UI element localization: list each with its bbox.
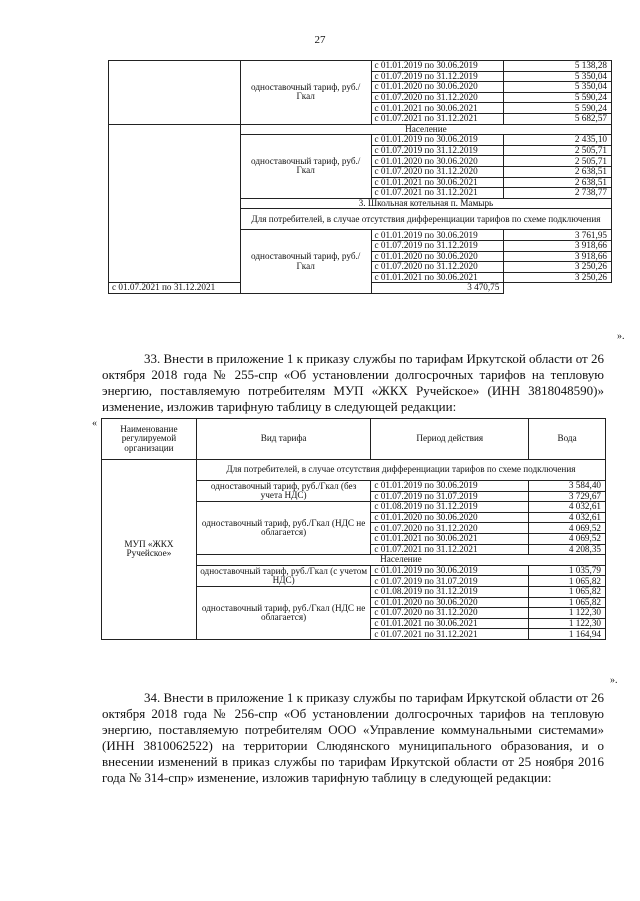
header-organization: Наименование регулируемой организации bbox=[102, 419, 197, 460]
value-cell: 3 584,40 bbox=[529, 481, 606, 492]
period-cell: с 01.01.2020 по 30.06.2020 bbox=[371, 82, 504, 93]
period-cell: с 01.07.2019 по 31.12.2019 bbox=[371, 145, 504, 156]
header-period: Период действия bbox=[371, 419, 529, 460]
tariff-table-continued bbox=[108, 60, 612, 294]
period-cell: с 01.01.2021 по 30.06.2021 bbox=[371, 103, 504, 114]
period-cell: с 01.07.2019 по 31.12.2019 bbox=[371, 71, 504, 82]
period-cell: с 01.07.2020 по 31.12.2020 bbox=[371, 262, 504, 273]
period-cell: с 01.01.2019 по 30.06.2019 bbox=[371, 135, 504, 146]
header-water: Вода bbox=[529, 419, 606, 460]
value-cell: 5 350,04 bbox=[504, 71, 612, 82]
period-cell: с 01.01.2020 по 30.06.2020 bbox=[371, 597, 529, 608]
value-cell: 2 505,71 bbox=[504, 156, 612, 167]
tariff-type-cell: одноставочный тариф, руб./Гкал (НДС не облагается) bbox=[196, 586, 371, 639]
value-cell: 3 918,66 bbox=[504, 240, 612, 251]
value-cell: 5 350,04 bbox=[504, 82, 612, 93]
period-cell: с 01.01.2021 по 30.06.2021 bbox=[371, 618, 529, 629]
section-no-differentiation: Для потребителей, в случае отсутствия дифференциации тарифов по схеме подключения bbox=[196, 460, 605, 481]
period-cell: с 01.01.2020 по 30.06.2020 bbox=[371, 251, 504, 262]
empty-cell bbox=[109, 124, 241, 283]
section-population: Население bbox=[240, 124, 611, 135]
paragraph-34: 34. Внести в приложение 1 к приказу службы по тарифам Иркутской области от 26 октября 2018 года № 256-спр «Об установлении долгосрочных тарифов на тепловую энергию, поставляемую потребителям ООО «Управление коммунальными системами» (ИНН 3810062522) на территории Слюдянского муниципального образования, и о внесении изменений в приказ службы по тарифам Иркутской области от 25 ноября 2016 года № 314-спр» изменение, изложив тарифную таблицу в следующей редакции: bbox=[102, 690, 604, 785]
section-row bbox=[102, 460, 606, 481]
value-cell: 2 638,51 bbox=[504, 177, 612, 188]
value-cell: 5 590,24 bbox=[504, 103, 612, 114]
paragraph-33: 33. Внести в приложение 1 к приказу службы по тарифам Иркутской области от 26 октября 2018 года № 255-спр «Об установлении долгосрочных тарифов на тепловую энергию, поставляемую потребителям МУП «ЖКХ Ручейское» (ИНН 3818048590)» изменение, изложив тарифную таблицу в следующей редакции: bbox=[102, 351, 604, 414]
tariff-type-cell: одноставочный тариф, руб./Гкал (без учета НДС) bbox=[196, 481, 371, 502]
value-cell: 4 032,61 bbox=[529, 512, 606, 523]
period-cell: с 01.07.2020 по 31.12.2020 bbox=[371, 92, 504, 103]
period-cell: с 01.01.2019 по 30.06.2019 bbox=[371, 61, 504, 72]
value-cell: 1 122,30 bbox=[529, 608, 606, 619]
section-row bbox=[109, 124, 612, 135]
tariff-type-cell: одноставочный тариф, руб./Гкал bbox=[240, 230, 371, 294]
value-cell: 1 035,79 bbox=[529, 565, 606, 576]
period-cell: с 01.08.2019 по 31.12.2019 bbox=[371, 586, 529, 597]
closing-quote-mark: ». bbox=[610, 675, 618, 686]
value-cell: 5 590,24 bbox=[504, 92, 612, 103]
period-cell: с 01.07.2019 по 31.12.2019 bbox=[371, 240, 504, 251]
period-cell: с 01.01.2021 по 30.06.2021 bbox=[371, 177, 504, 188]
section-school-boiler: 3. Школьная котельная п. Мамырь bbox=[240, 198, 611, 209]
value-cell: 4 208,35 bbox=[529, 544, 606, 555]
value-cell: 3 918,66 bbox=[504, 251, 612, 262]
period-cell: с 01.01.2019 по 30.06.2019 bbox=[371, 481, 529, 492]
value-cell: 4 069,52 bbox=[529, 523, 606, 534]
value-cell: 1 065,82 bbox=[529, 576, 606, 587]
value-cell: 4 069,52 bbox=[529, 533, 606, 544]
value-cell: 1 122,30 bbox=[529, 618, 606, 629]
period-cell: с 01.07.2021 по 31.12.2021 bbox=[109, 283, 241, 294]
value-cell: 1 065,82 bbox=[529, 586, 606, 597]
page-number: 27 bbox=[314, 34, 326, 46]
tariff-table-zhkh-rucheyskoe bbox=[101, 418, 606, 640]
empty-cell bbox=[109, 61, 241, 125]
value-cell: 2 738,77 bbox=[504, 188, 612, 199]
period-cell: с 01.01.2019 по 30.06.2019 bbox=[371, 230, 504, 241]
value-cell: 2 505,71 bbox=[504, 145, 612, 156]
period-cell: с 01.08.2019 по 31.12.2019 bbox=[371, 502, 529, 513]
value-cell: 3 729,67 bbox=[529, 491, 606, 502]
value-cell: 4 032,61 bbox=[529, 502, 606, 513]
tariff-type-cell: одноставочный тариф, руб./Гкал bbox=[240, 135, 371, 199]
period-cell: с 01.07.2021 по 31.12.2021 bbox=[371, 113, 504, 124]
value-cell: 5 682,57 bbox=[504, 113, 612, 124]
period-cell: с 01.01.2020 по 30.06.2020 bbox=[371, 156, 504, 167]
section-population: Население bbox=[196, 555, 605, 566]
value-cell: 1 164,94 bbox=[529, 629, 606, 640]
period-cell: с 01.07.2019 по 31.07.2019 bbox=[371, 576, 529, 587]
period-cell: с 01.07.2020 по 31.12.2020 bbox=[371, 166, 504, 177]
value-cell: 3 470,75 bbox=[371, 283, 504, 294]
period-cell: с 01.07.2019 по 31.07.2019 bbox=[371, 491, 529, 502]
section-no-differentiation: Для потребителей, в случае отсутствия дифференциации тарифов по схеме подключения bbox=[240, 209, 611, 230]
tariff-type-cell: одноставочный тариф, руб./Гкал bbox=[240, 61, 371, 125]
closing-quote-mark: ». bbox=[617, 331, 625, 342]
value-cell: 3 761,95 bbox=[504, 230, 612, 241]
organization-name: МУП «ЖКХ Ручейское» bbox=[102, 460, 197, 640]
header-row bbox=[102, 419, 606, 460]
value-cell: 2 638,51 bbox=[504, 166, 612, 177]
value-cell: 2 435,10 bbox=[504, 135, 612, 146]
value-cell: 3 250,26 bbox=[504, 262, 612, 273]
table-row bbox=[109, 61, 612, 72]
period-cell: с 01.01.2021 по 30.06.2021 bbox=[371, 272, 504, 283]
tariff-type-cell: одноставочный тариф, руб./Гкал (НДС не облагается) bbox=[196, 502, 371, 555]
period-cell: с 01.07.2021 по 31.12.2021 bbox=[371, 544, 529, 555]
period-cell: с 01.07.2020 по 31.12.2020 bbox=[371, 608, 529, 619]
period-cell: с 01.01.2021 по 30.06.2021 bbox=[371, 533, 529, 544]
header-tariff-type: Вид тарифа bbox=[196, 419, 371, 460]
opening-quote-mark: « bbox=[92, 418, 97, 429]
period-cell: с 01.01.2019 по 30.06.2019 bbox=[371, 565, 529, 576]
tariff-type-cell: одноставочный тариф, руб./Гкал (с учетом НДС) bbox=[196, 565, 371, 586]
period-cell: с 01.07.2020 по 31.12.2020 bbox=[371, 523, 529, 534]
value-cell: 5 138,28 bbox=[504, 61, 612, 72]
value-cell: 3 250,26 bbox=[504, 272, 612, 283]
period-cell: с 01.01.2020 по 30.06.2020 bbox=[371, 512, 529, 523]
period-cell: с 01.07.2021 по 31.12.2021 bbox=[371, 188, 504, 199]
period-cell: с 01.07.2021 по 31.12.2021 bbox=[371, 629, 529, 640]
value-cell: 1 065,82 bbox=[529, 597, 606, 608]
